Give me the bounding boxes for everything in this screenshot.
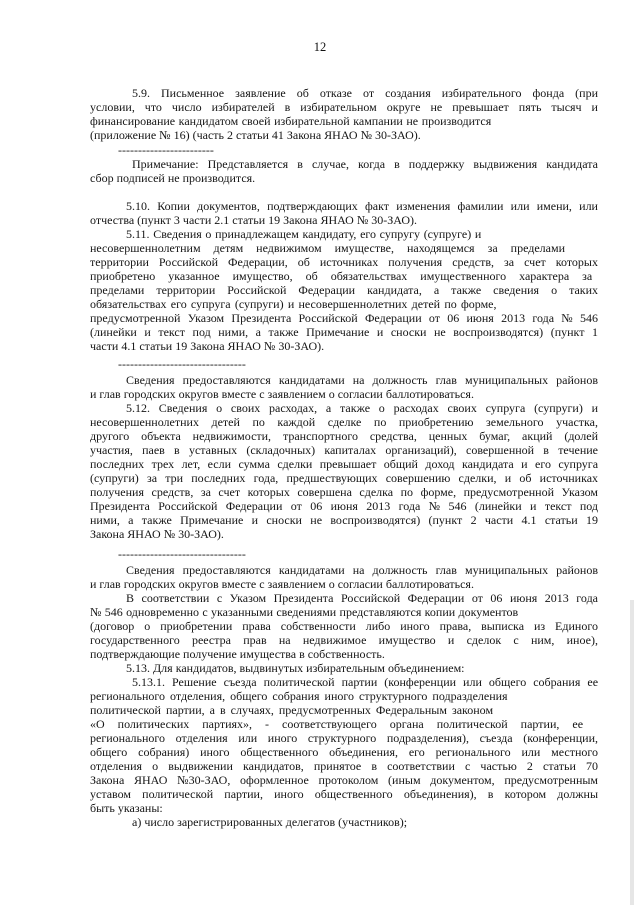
page-number: 12 bbox=[313, 40, 327, 54]
text-line: несовершеннолетним детям недвижимом имуществе, находящемся за пределами bbox=[90, 241, 565, 255]
text-line: регионального отделения или иного структурного подразделения), съезда (конференции, bbox=[90, 731, 598, 745]
text-line: 5.13.1. Решение съезда политической партии (конференции или общего собрания ее bbox=[132, 675, 599, 689]
text-line: и глав городских округов вместе с заявлением о согласии баллотироваться. bbox=[90, 387, 474, 401]
text-line: приобретено указанное имущество, об обязательствах имущественного характера за bbox=[90, 269, 593, 283]
text-line: 5.10. Копии документов, подтверждающих факт изменения фамилии или имени, или bbox=[126, 199, 598, 213]
separator-line: -------------------------------- bbox=[118, 357, 246, 371]
text-line: 5.9. Письменное заявление об отказе от создания избирательного фонда (при bbox=[132, 86, 599, 100]
text-line: обязательствах его супруга (супруги) и несовершеннолетних детей по форме, bbox=[90, 297, 497, 311]
text-line: Сведения предоставляются кандидатами на должность глав муниципальных районов bbox=[126, 373, 599, 387]
text-line: финансирование кандидатом своей избирательной кампании не производится bbox=[90, 114, 492, 128]
text-line: 5.12. Сведения о своих расходах, а также о расходах своих супруга (супруги) и bbox=[126, 401, 599, 415]
text-line: подтверждающие получение имущества в собственность. bbox=[90, 647, 385, 661]
separator-line: ------------------------ bbox=[118, 143, 214, 157]
text-line: отделения о выдвижении кандидатов, принятое в соответствии с частью 2 статьи 70 bbox=[90, 759, 598, 773]
text-line: государственного реестра прав на недвижимое имущество и сделок с ним, иное), bbox=[90, 633, 598, 647]
text-line: Закона ЯНАО №30-ЗАО, оформленное протоколом (иным документом, предусмотренным bbox=[90, 773, 599, 787]
text-line: быть указаны: bbox=[90, 801, 163, 815]
scan-edge-shadow bbox=[630, 600, 634, 905]
text-line: пределами территории Российской Федерации кандидата, а также сведения о таких bbox=[90, 283, 599, 297]
text-line: 5.11. Сведения о принадлежащем кандидату, его супругу (супруге) и bbox=[126, 227, 482, 241]
text-line: получения средств, за счет которых совершена сделка по форме, предусмотренной Указом bbox=[90, 485, 598, 499]
text-line: последних трех лет, если сумма сделки превышает общий доход кандидата и его супруга bbox=[90, 457, 599, 471]
text-line: отчества (пункт 3 части 2.1 статьи 19 Закона ЯНАО № 30-ЗАО). bbox=[90, 213, 418, 227]
text-line: уставом политической партии, иного общественного объединения), в котором должны bbox=[90, 787, 599, 801]
text-line: 5.13. Для кандидатов, выдвинутых избирательным объединением: bbox=[126, 661, 465, 675]
text-line: регионального отделения, общего собрания иного структурного подразделения bbox=[90, 689, 508, 703]
text-line: (приложение № 16) (часть 2 статьи 41 Закона ЯНАО № 30-ЗАО). bbox=[90, 128, 421, 142]
text-line: (супруги) за три последних года, предшествующих совершению сделки, и об источниках bbox=[90, 471, 599, 485]
text-line: несовершеннолетних детей по каждой сделке по приобретению земельного участка, bbox=[90, 415, 598, 429]
separator-line: -------------------------------- bbox=[118, 547, 246, 561]
text-line: ними, а также Примечание и сноски не воспроизводятся) (пункт 2 части 4.1 статьи 19 bbox=[90, 513, 598, 527]
text-line: сбор подписей не производится. bbox=[90, 171, 256, 185]
text-line: Президента Российской Федерации от 06 июня 2013 года № 546 (линейки и текст под bbox=[90, 499, 599, 513]
text-line: а) число зарегистрированных делегатов (участников); bbox=[132, 815, 408, 829]
text-line: политической партии, а в случаях, предусмотренных Федеральным законом bbox=[90, 703, 494, 717]
text-line: предусмотренной Указом Президента Российской Федерации от 06 июня 2013 года № 546 bbox=[90, 311, 599, 325]
text-line: условии, что число избирателей в избирательном округе не превышает пять тысяч и bbox=[90, 100, 598, 114]
text-line: территории Российской Федерации, об источниках получения средств, за счет которых bbox=[90, 255, 598, 269]
text-line: участия, паев в уставных (складочных) капиталах организаций), совершенной в течение bbox=[90, 443, 598, 457]
text-line: части 4.1 статьи 19 Закона ЯНАО № 30-ЗАО). bbox=[90, 339, 325, 353]
text-line: «О политических партиях», - соответствующего органа политической партии, ее bbox=[90, 717, 584, 731]
text-line: В соответствии с Указом Президента Российской Федерации от 06 июня 2013 года bbox=[126, 591, 599, 605]
text-line: Примечание: Представляется в случае, когда в поддержку выдвижения кандидата bbox=[132, 157, 598, 171]
text-line: (линейки и текст под ними, а также Примечание и сноски не воспроизводятся) (пункт 1 bbox=[90, 325, 598, 339]
text-line: (договор о приобретении права собственности либо иного права, выписка из Единого bbox=[90, 619, 598, 633]
text-line: и глав городских округов вместе с заявлением о согласии баллотироваться. bbox=[90, 577, 474, 591]
text-line: общего собрания) иного общественного объединения, его регионального или местного bbox=[90, 745, 598, 759]
text-line: № 546 одновременно с указанными сведениями представляются копии документов bbox=[90, 605, 519, 619]
text-line: Сведения предоставляются кандидатами на должность глав муниципальных районов bbox=[126, 563, 599, 577]
text-line: другого объекта недвижимости, транспортного средства, ценных бумаг, акций (долей bbox=[90, 429, 599, 443]
text-line: Закона ЯНАО № 30-ЗАО). bbox=[90, 527, 224, 541]
